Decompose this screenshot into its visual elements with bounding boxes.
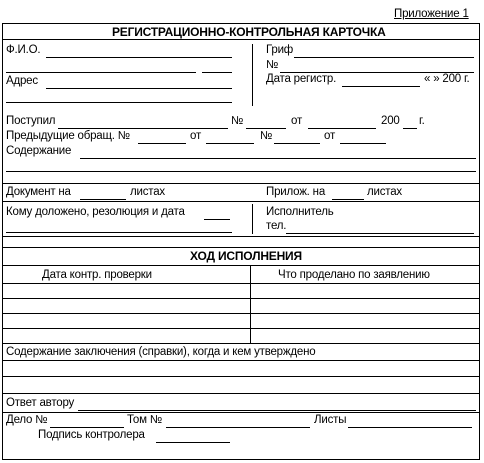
content-label: Содержание [6,145,72,157]
reply-line[interactable] [78,410,476,411]
prev-from-line-1[interactable] [206,143,254,144]
progress-bottom-divider [2,343,480,344]
executor-label: Исполнитель [266,206,334,218]
prev-from-line-2[interactable] [340,143,386,144]
controller-sign-line[interactable] [156,442,230,443]
progress-column-divider [250,265,251,343]
previous-no-line[interactable] [138,143,186,144]
top-section-divider [252,44,253,106]
phone-label: тел. [266,220,287,232]
received-year: 200 [381,115,400,127]
received-year-line[interactable] [403,128,417,129]
conclusion-line-3 [2,393,480,394]
received-g: г. [419,115,425,127]
content-line-2[interactable] [6,171,476,172]
progress-row-2 [2,298,480,299]
case-no-line[interactable] [50,427,124,428]
reg-date-line[interactable] [342,86,420,87]
prev-from-2: от [324,130,336,142]
received-label: Поступил [6,115,56,127]
title-divider [2,39,480,40]
case-no-label: Дело № [6,414,48,426]
prev-no-line-2[interactable] [274,143,320,144]
assigned-line-1[interactable] [204,219,230,220]
fio-line-3[interactable] [202,72,232,73]
reg-date-tail: « » 200 г. [424,73,470,85]
fio-line-2[interactable] [6,72,196,73]
card-title: РЕГИСТРАЦИОННО-КОНТРОЛЬНАЯ КАРТОЧКА [112,25,386,39]
reply-label: Ответ автору [6,397,75,409]
received-no-label: № [231,115,244,127]
assigned-bottom-divider [2,236,480,237]
received-line[interactable] [58,128,228,129]
received-from-label: от [291,115,303,127]
fio-line[interactable] [46,57,232,58]
phone-line[interactable] [286,233,474,234]
document-sheets-label: листах [130,186,165,198]
assigned-line-2[interactable] [6,232,232,233]
appendix-label: Приложение 1 [394,8,469,20]
grif-line[interactable] [294,57,474,58]
conclusion-line-2 [2,376,480,377]
progress-row-3 [2,313,480,314]
grif-label: Гриф [266,44,294,56]
assigned-label: Кому доложено, резолюция и дата [6,206,185,218]
content-line-1[interactable] [80,158,476,159]
progress-top-divider [2,247,480,248]
volume-no-label: Том № [127,414,162,426]
attachment-sheets-line[interactable] [332,199,364,200]
sheets-label: Листы [314,414,347,426]
received-from-line[interactable] [308,128,376,129]
conclusion-line-1 [2,360,480,361]
col-done-header: Что проделано по заявлению [278,269,430,281]
document-sheets-line[interactable] [80,199,126,200]
attachment-sheets-label: листах [367,186,402,198]
prev-from-1: от [190,130,202,142]
progress-title-divider [2,265,480,266]
controller-sign-label: Подпись контролера [38,429,145,441]
document-on-label: Документ на [6,186,71,198]
progress-title: ХОД ИСПОЛНЕНИЯ [190,249,302,263]
address-line[interactable] [46,88,232,89]
document-divider [2,201,480,202]
progress-row-1 [2,283,480,284]
conclusion-label: Содержание заключения (справки), когда и кем утверждено [6,346,316,358]
previous-label: Предыдущие обращ. № [6,130,130,142]
prev-no-2: № [260,130,273,142]
content-divider [2,183,480,184]
sheets-line[interactable] [348,427,472,428]
progress-row-4 [2,328,480,329]
volume-no-line[interactable] [166,427,310,428]
received-no-line[interactable] [246,128,286,129]
address-line-2[interactable] [6,102,232,103]
fio-label: Ф.И.О. [6,44,41,56]
col-date-header: Дата контр. проверки [42,269,152,281]
assigned-divider [252,204,253,234]
reg-date-label: Дата регистр. [266,73,337,85]
attachment-on-label: Прилож. на [266,186,326,198]
number-label: № [266,59,279,71]
reply-divider [2,412,480,413]
address-label: Адрес [6,75,38,87]
